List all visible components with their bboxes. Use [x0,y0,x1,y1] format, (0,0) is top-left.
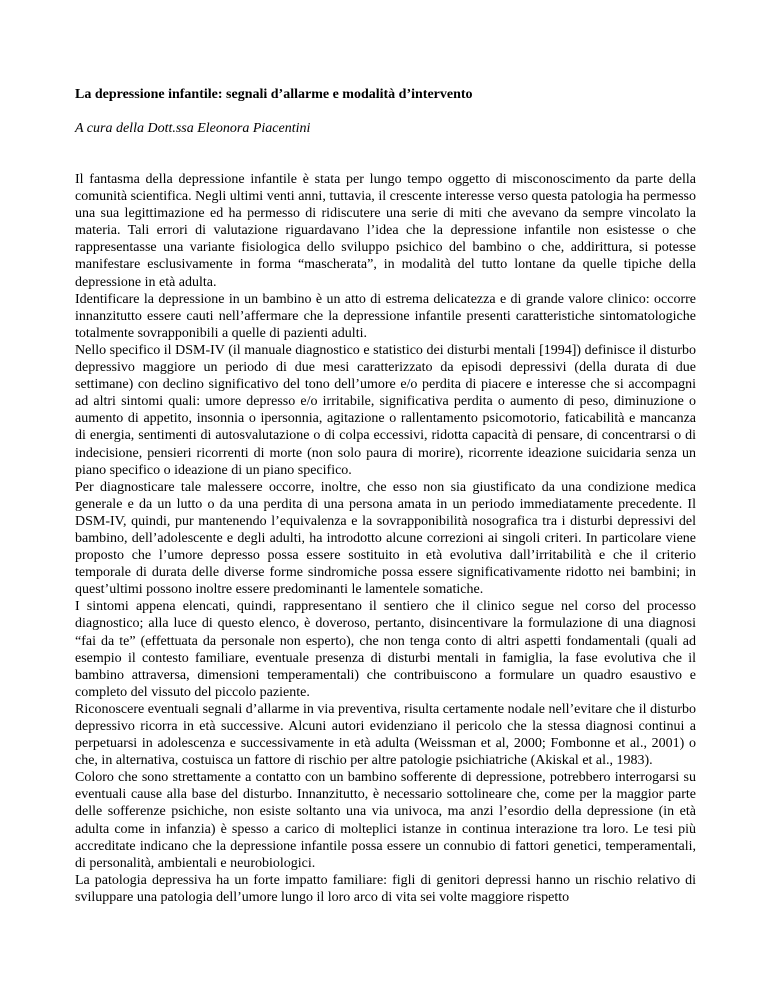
paragraph: I sintomi appena elencati, quindi, rappresentano il sentiero che il clinico segue nel corso del processo diagnostico; alla luce di questo elenco, è doveroso, pertanto, disincentivare la formulazione di una diagnosi “fai da te” (effettuata da personale non esperto), che non tenga conto di altri aspetti fondamentali (quali ad esempio il contesto familiare, eventuale presenza di disturbi mentali in famiglia, la fase evolutiva che il bambino attraversa, dimensioni temperamentali) che contribuiscono a formulare un quadro esaustivo e completo del vissuto del piccolo paziente. [75,599,696,700]
paragraph: Identificare la depressione in un bambino è un atto di estrema delicatezza e di grande valore clinico: occorre innanzitutto essere cauti nell’affermare che la depressione infantile presenti caratteristiche sintomatologiche totalmente sovrapponibili a quelle di pazienti adulti. [75,291,696,341]
paragraph: Coloro che sono strettamente a contatto con un bambino sofferente di depressione, potrebbero interrogarsi su eventuali cause alla base del disturbo. Innanzitutto, è necessario sottolineare che, come per la maggior parte delle sofferenze psichiche, non esiste soltanto una via univoca, ma anzi l’esordio della depressione (in età adulta come in infanzia) è spesso a carico di molteplici istanze in continua interazione tra loro. Le tesi più accreditate indicano che la depressione infantile possa essere un connubio di fattori genetici, temperamentali, di personalità, ambientali e neurobiologici. [75,770,696,871]
paragraph: Riconoscere eventuali segnali d’allarme in via preventiva, risulta certamente nodale nell’evitare che il disturbo depressivo ricorra in età successive. Alcuni autori evidenziano il pericolo che la stessa diagnosi continui a perpetuarsi in adolescenza e successivamente in età adulta (Weissman et al, 2000; Fombonne et al., 2001) o che, in alternativa, costuisca un fattore di rischio per altre patologie psichiatriche (Akiskal et al., 1983). [75,701,696,769]
paragraph: Il fantasma della depressione infantile è stata per lungo tempo oggetto di misconoscimento da parte della comunità scientifica. Negli ultimi venti anni, tuttavia, il crescente interesse verso questa patologia ha permesso una sua legittimazione ed ha permesso di ridiscutere una serie di miti che avevano da sempre vincolato la materia. Tali errori di valutazione riguardavano l’idea che la depressione infantile non esistesse o che rappresentasse una variante fisiologica dello sviluppo psichico del bambino o che, addirittura, si potesse manifestare esclusivamente in forma “mascherata”, in modalità del tutto lontane da quelle tipiche della depressione in età adulta. [75,172,696,290]
document-page [75,86,696,906]
document-author: A cura della Dott.ssa Eleonora Piacentini [75,121,311,136]
paragraph: Nello specifico il DSM-IV (il manuale diagnostico e statistico dei disturbi mentali [1994]) definisce il disturbo depressivo maggiore un periodo di due mesi caratterizzato da episodi depressivi (della durata di due settimane) con declino significativo del tono dell’umore e/o perdita di piacere e interesse che si accompagni ad altri sintomi quali: umore depresso e/o irritabile, significativa perdita o aumento di peso, diminuzione o aumento di appetito, insonnia o ipersonnia, agitazione o rallentamento psicomotorio, faticabilità e mancanza di energia, sentimenti di autosvalutazione o di colpa eccessivi, ridotta capacità di pensare, di concentrarsi o di indecisione, pensieri ricorrenti di morte (non solo paura di morire), ricorrente ideazione suicidaria senza un piano specifico o ideazione di un piano specifico. [75,342,696,478]
document-title: La depressione infantile: segnali d’allarme e modalità d’intervento [75,87,473,102]
paragraph: Per diagnosticare tale malessere occorre, inoltre, che esso non sia giustificato da una condizione medica generale e da un lutto o da una perdita di una persona amata in un periodo immediatamente precedente. Il DSM-IV, quindi, pur mantenendo l’equivalenza e la sovrapponibilità nosografica tra i disturbi depressivi del bambino, dell’adolescente e degli adulti, ha introdotto alcune correzioni ai singoli criteri. In particolare viene proposto che l’umore depresso possa essere sostituito in età evolutiva dall’irritabilità e che il criterio temporale di durata delle diverse forme sindromiche possa essere significativamente ridotto nei bambini; in quest’ultimi possono inoltre essere predominanti le lamentele somatiche. [75,479,696,598]
document-body [75,171,696,906]
paragraph: La patologia depressiva ha un forte impatto familiare: figli di genitori depressi hanno un rischio relativo di sviluppare una patologia dell’umore lungo il loro arco di vita sei volte maggiore rispetto [75,872,696,905]
